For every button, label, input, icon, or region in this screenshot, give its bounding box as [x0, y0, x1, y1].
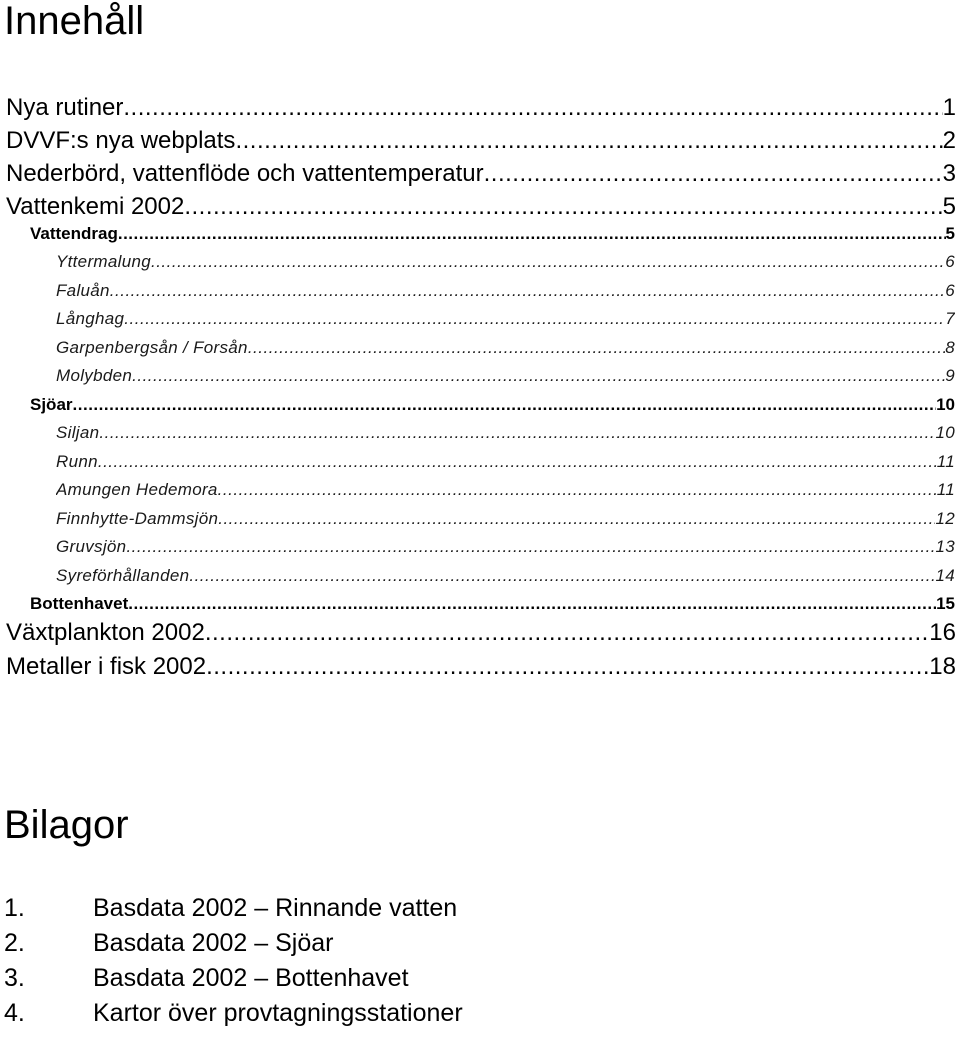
- toc-entry-page: 13: [935, 537, 955, 556]
- toc-dot-leader: [128, 590, 936, 618]
- toc-entry-page: 12: [935, 509, 955, 528]
- toc-dot-leader: [151, 248, 945, 276]
- toc-entry-title: DVVF:s nya webplats: [6, 127, 236, 154]
- toc-entry-page: 5: [942, 193, 956, 220]
- toc-dot-leader: [110, 277, 945, 305]
- appendix-item-text: Basdata 2002 – Bottenhavet: [93, 964, 409, 992]
- toc-dot-leader: [118, 220, 946, 248]
- toc-entry[interactable]: [6, 157, 956, 191]
- toc-entry[interactable]: [56, 476, 955, 504]
- toc-entry-page: 3: [942, 160, 956, 187]
- appendix-item: [4, 925, 333, 961]
- toc-entry-title: Garpenbergsån / Forsån: [56, 338, 248, 357]
- toc-dot-leader: [73, 391, 937, 419]
- toc-dot-leader: [205, 616, 929, 650]
- toc-entry-title: Runn: [56, 452, 98, 471]
- toc-entry-title: Faluån: [56, 281, 110, 300]
- toc-entry-page: 8: [945, 338, 955, 357]
- toc-entry[interactable]: [56, 305, 955, 333]
- toc-entry[interactable]: [56, 448, 955, 476]
- toc-entry-page: 14: [935, 566, 955, 585]
- appendix-item: [4, 995, 463, 1031]
- toc-dot-leader: [218, 505, 935, 533]
- toc-entry[interactable]: [56, 334, 955, 362]
- toc-entry-title: Gruvsjön: [56, 537, 127, 556]
- toc-entry-title: Sjöar: [30, 395, 73, 414]
- toc-entry[interactable]: [56, 419, 955, 447]
- toc-entry-page: 10: [935, 423, 955, 442]
- toc-entry[interactable]: [6, 650, 956, 684]
- toc-entry[interactable]: [6, 190, 956, 224]
- toc-entry-title: Yttermalung: [56, 252, 151, 271]
- toc-entry-page: 6: [945, 281, 955, 300]
- toc-dot-leader: [98, 448, 937, 476]
- toc-entry-page: 7: [945, 309, 955, 328]
- appendix-item-number: 2.: [4, 929, 25, 957]
- appendix-item-text: Basdata 2002 – Sjöar: [93, 929, 334, 957]
- toc-entry[interactable]: [56, 505, 955, 533]
- toc-entry[interactable]: [56, 533, 955, 561]
- toc-entry-title: Vattenkemi 2002: [6, 193, 185, 220]
- toc-dot-leader: [123, 91, 942, 125]
- toc-entry[interactable]: [6, 616, 956, 650]
- toc-entry-page: 5: [945, 224, 955, 243]
- toc-entry[interactable]: [56, 562, 955, 590]
- appendix-heading: Bilagor: [4, 803, 129, 847]
- toc-dot-leader: [124, 305, 945, 333]
- toc-entry-title: Vattendrag: [30, 224, 118, 243]
- toc-entry-title: Bottenhavet: [30, 594, 129, 613]
- toc-entry[interactable]: [30, 391, 955, 419]
- toc-entry[interactable]: [30, 220, 955, 248]
- toc-entry-page: 9: [945, 366, 955, 385]
- toc-dot-leader: [126, 533, 935, 561]
- toc-entry-title: Nya rutiner: [6, 94, 124, 121]
- toc-entry[interactable]: [30, 590, 955, 618]
- toc-entry-page: 11: [936, 480, 955, 499]
- toc-entry-title: Siljan: [56, 423, 100, 442]
- appendix-item: [4, 890, 457, 926]
- toc-entry-page: 2: [942, 127, 956, 154]
- toc-entry-title: Långhag: [56, 309, 125, 328]
- toc-entry-page: 1: [942, 94, 956, 121]
- appendix-item: [4, 960, 409, 996]
- toc-entry-title: Molybden: [56, 366, 133, 385]
- appendix-item-text: Kartor över provtagningsstationer: [93, 999, 463, 1027]
- toc-dot-leader: [248, 334, 945, 362]
- toc-dot-leader: [189, 562, 935, 590]
- appendix-item-number: 4.: [4, 999, 25, 1027]
- toc-entry[interactable]: [6, 91, 956, 125]
- toc-dot-leader: [218, 476, 937, 504]
- appendix-item-number: 1.: [4, 894, 25, 922]
- toc-entry-page: 10: [936, 395, 955, 414]
- toc-dot-leader: [184, 190, 942, 224]
- toc-dot-leader: [99, 419, 935, 447]
- appendix-item-number: 3.: [4, 964, 25, 992]
- toc-entry-title: Nederbörd, vattenflöde och vattentemperatur: [6, 160, 484, 187]
- toc-dot-leader: [132, 362, 945, 390]
- toc-heading: Innehåll: [4, 0, 145, 43]
- toc-entry-title: Amungen Hedemora: [56, 480, 218, 499]
- toc-dot-leader: [206, 650, 929, 684]
- toc-entry-page: 16: [929, 619, 956, 646]
- toc-entry-page: 18: [929, 653, 956, 680]
- toc-entry-title: Syreförhållanden: [56, 566, 190, 585]
- toc-entry-title: Finnhytte-Dammsjön: [56, 509, 219, 528]
- toc-entry[interactable]: [6, 124, 956, 158]
- toc-entry[interactable]: [56, 277, 955, 305]
- appendix-item-text: Basdata 2002 – Rinnande vatten: [93, 894, 458, 922]
- toc-dot-leader: [484, 157, 943, 191]
- toc-dot-leader: [235, 124, 942, 158]
- toc-entry[interactable]: [56, 362, 955, 390]
- toc-entry[interactable]: [56, 248, 955, 276]
- toc-entry-page: 15: [936, 594, 955, 613]
- toc-entry-title: Metaller i fisk 2002: [6, 653, 207, 680]
- toc-entry-page: 11: [936, 452, 955, 471]
- toc-entry-page: 6: [945, 252, 955, 271]
- toc-entry-title: Växtplankton 2002: [6, 619, 205, 646]
